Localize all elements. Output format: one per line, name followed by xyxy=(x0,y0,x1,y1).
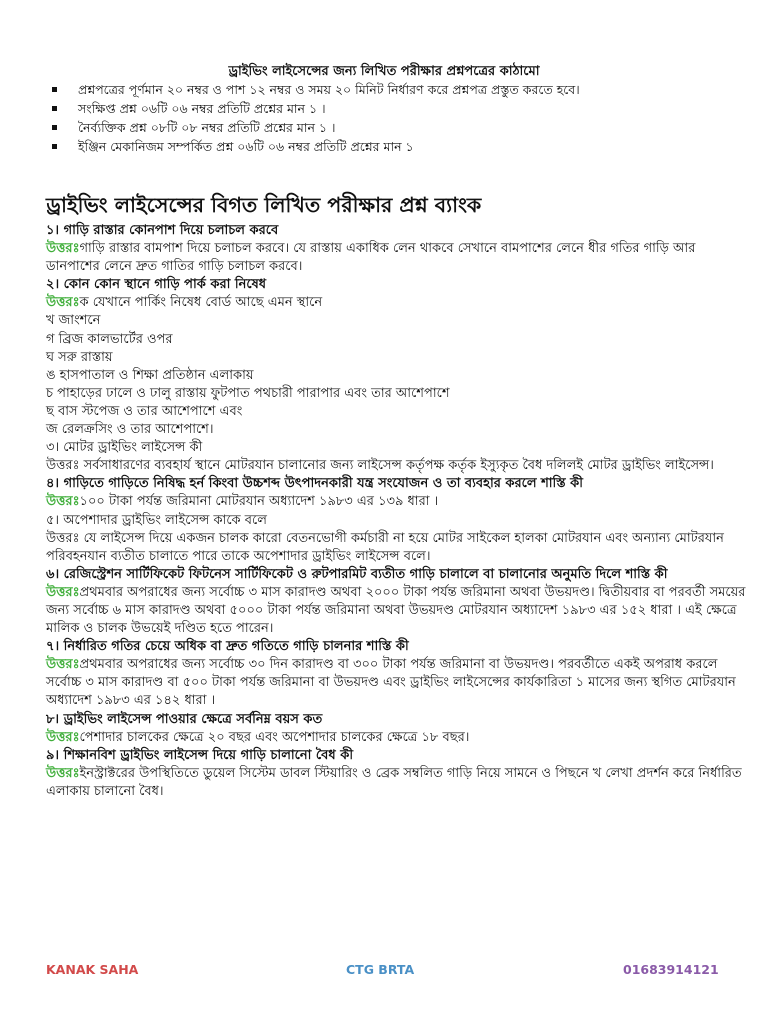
answer-label: উত্তরঃ xyxy=(46,729,80,745)
list-item: চ পাহাড়ের ঢালে ও ঢালু রাস্তায় ফুটপাত পথচারী পারাপার এবং তার আশেপাশে xyxy=(46,385,450,401)
footer-organization: CTG BRTA xyxy=(346,962,415,977)
answer-2 xyxy=(46,294,746,312)
list-item: ছ বাস স্টপেজ ও তার আশেপাশে এবং xyxy=(46,403,243,419)
answer-7 xyxy=(46,656,746,710)
list-item: গ ব্রিজ কালভার্টের ওপর xyxy=(46,331,173,347)
answer-label: উত্তরঃ xyxy=(46,584,80,600)
list-item: খ জাংশনে xyxy=(46,313,101,329)
answer-3: উত্তরঃ সর্বসাধারণের ব্যবহার্য স্থানে মোটরযান চালানোর জন্য লাইসেন্স কর্তৃপক্ষ কর্তৃক ইস্যুকৃত বৈধ দলিলই মোটর ড্রাইভিং লাইসেন্স। xyxy=(46,458,714,474)
answer-text: গাড়ি রাস্তার বামপাশ দিয়ে চলাচল করবে। যে রাস্তায় একাধিক লেন থাকবে সেখানে বামপাশের লেনে ধীর গতির গাড়ি আর ডানপাশের লেনে দ্রুত গাতির গাড়ি চলাচল করবে। xyxy=(46,241,696,275)
list-item: ঙ হাসপাতাল ও শিক্ষা প্রতিষ্ঠান এলাকায় xyxy=(46,367,254,383)
question-2: ২। কোন কোন স্থানে গাড়ি পার্ক করা নিষেধ xyxy=(46,277,267,293)
answer-text: ইনস্ট্রাক্টরের উপস্থিতিতে ডুয়েল সিস্টেম ডাবল স্টিয়ারিং ও ব্রেক সম্বলিত গাড়ি নিয়ে সামনে ও পিছনে খ লেখা প্রদর্শন করে নির্ধারিত এলাকায় চালানো বৈধ। xyxy=(46,765,742,799)
structure-title: ড্রাইভিং লাইসেন্সের জন্য লিখিত পরীক্ষার প্রশ্নপত্রের কাঠামো xyxy=(228,64,540,79)
question-7: ৭। নির্ধারিত গতির চেয়ে অধিক বা দ্রুত গতিতে গাড়ি চালনার শাস্তি কী xyxy=(46,639,409,655)
footer-phone: 01683914121 xyxy=(623,962,719,977)
answer-label: উত্তরঃ xyxy=(46,765,80,781)
answer-label: উত্তরঃ xyxy=(46,494,80,510)
bullet-item: সংক্ষিপ্ত প্রশ্ন ০৬টি ০৬ নম্বর প্রতিটি প্রশ্নের মান ১ । xyxy=(52,99,580,118)
answer-text: ক যেখানে পার্কিং নিষেধ বোর্ড আছে এমন স্থানে xyxy=(79,295,323,311)
question-bank-body xyxy=(46,222,746,801)
answer-text: প্রথমবার অপরাধের জন্য সর্বোচ্চ ৩০ দিন কারাদণ্ড বা ৩০০ টাকা পর্যন্ত জরিমানা বা উভয়দণ্ড। পরবর্তীতে একই অপরাধ করলে সর্বোচ্চ ৩ মাস কারাদণ্ড বা ৫০০ টাকা পর্যন্ত জরিমানা বা উভয়দণ্ড এবং ড্রাইভিং লাইসেন্সের কার্যকারিতা ১ মাসের জন্য স্থগিত মোটরযান অধ্যাদেশ ১৯৮৩ এর ১৪২ ধারা । xyxy=(46,657,736,709)
answer-4 xyxy=(46,493,746,511)
structure-bullet-list xyxy=(52,80,580,156)
question-3: ৩। মোটর ড্রাইভিং লাইসেন্স কী xyxy=(46,440,203,456)
question-9: ৯। শিক্ষানবিশ ড্রাইভিং লাইসেন্স দিয়ে গাড়ি চালানো বৈধ কী xyxy=(46,747,354,763)
bullet-item: ইঞ্জিন মেকানিজম সম্পর্কিত প্রশ্ন ০৬টি ০৬ নম্বর প্রতিটি প্রশ্নের মান ১ xyxy=(52,137,580,156)
question-4: ৪। গাড়িতে গাড়িতে নিষিদ্ধ হর্ন কিংবা উচ্চশব্দ উৎপাদনকারী যন্ত্র সংযোজন ও তা ব্যবহার করলে শাস্তি কী xyxy=(46,476,583,492)
list-item: ঘ সরু রাস্তায় xyxy=(46,349,113,365)
answer-label: উত্তরঃ xyxy=(46,657,80,673)
answer-8 xyxy=(46,729,746,747)
answer-9 xyxy=(46,765,746,801)
answer-label: উত্তরঃ xyxy=(46,241,80,257)
answer-text: প্রথমবার অপরাধের জন্য সর্বোচ্চ ৩ মাস কারাদণ্ড অথবা ২০০০ টাকা পর্যন্ত জরিমানা অথবা উভয়দণ্ড। দ্বিতীয়বার বা পরবর্তী সময়ের জন্য সর্বোচ্চ ৬ মাস কারাদণ্ড অথবা ৫০০০ টাকা পর্যন্ত জরিমানা অথবা উভয়দণ্ড মোটরযান অধ্যাদেশ ১৯৮৩ এর ১৫২ ধারা । এই ক্ষেত্রে মালিক ও চালক উভয়েই দণ্ডিত হতে পারেন। xyxy=(46,584,746,637)
question-5: ৫। অপেশাদার ড্রাইভিং লাইসেন্স কাকে বলে xyxy=(46,512,267,528)
bullet-item: প্রশ্নপত্রের পূর্ণমান ২০ নম্বর ও পাশ ১২ নম্বর ও সময় ২০ মিনিট নির্ধারণ করে প্রশ্নপত্র প্রস্তুত করতে হবে। xyxy=(52,80,580,99)
answer-6 xyxy=(46,584,746,638)
question-8: ৮। ড্রাইভিং লাইসেন্স পাওয়ার ক্ষেত্রে সর্বনিম্ন বয়স কত xyxy=(46,711,323,727)
answer-5: উত্তরঃ যে লাইসেন্স দিয়ে একজন চালক কারো বেতনভোগী কর্মচারী না হয়ে মোটর সাইকেল হালকা মোটরযান এবং অন্যান্য মোটরযান পরিবহনযান ব্যতীত চালাতে পারে তাকে অপেশাদার ড্রাইভিং লাইসেন্স বলে। xyxy=(46,530,724,564)
question-1: ১। গাড়ি রাস্তার কোনপাশ দিয়ে চলাচল করবে xyxy=(46,223,279,238)
question-bank-heading: ড্রাইভিং লাইসেন্সের বিগত লিখিত পরীক্ষার প্রশ্ন ব্যাংক xyxy=(46,193,482,217)
answer-1 xyxy=(46,240,746,276)
question-6: ৬। রেজিস্ট্রেশন সার্টিফিকেট ফিটনেস সার্টিফিকেট ও রুটপারমিট ব্যতীত গাড়ি চালালে বা চালানোর অনুমতি দিলে শাস্তি কী xyxy=(46,566,668,582)
footer-author: KANAK SAHA xyxy=(46,962,139,977)
answer-text: পেশাদার চালকের ক্ষেত্রে ২০ বছর এবং অপেশাদার চালকের ক্ষেত্রে ১৮ বছর। xyxy=(79,729,470,745)
answer-label: উত্তরঃ xyxy=(46,295,80,311)
bullet-item: নৈর্ব্যক্তিক প্রশ্ন ০৮টি ০৮ নম্বর প্রতিটি প্রশ্নের মান ১ । xyxy=(52,118,580,137)
list-item: জ রেলক্রসিং ও তার আশেপাশে। xyxy=(46,422,214,438)
answer-text: ১০০ টাকা পর্যন্ত জরিমানা মোটরযান অধ্যাদেশ ১৯৮৩ এর ১৩৯ ধারা । xyxy=(79,494,439,510)
